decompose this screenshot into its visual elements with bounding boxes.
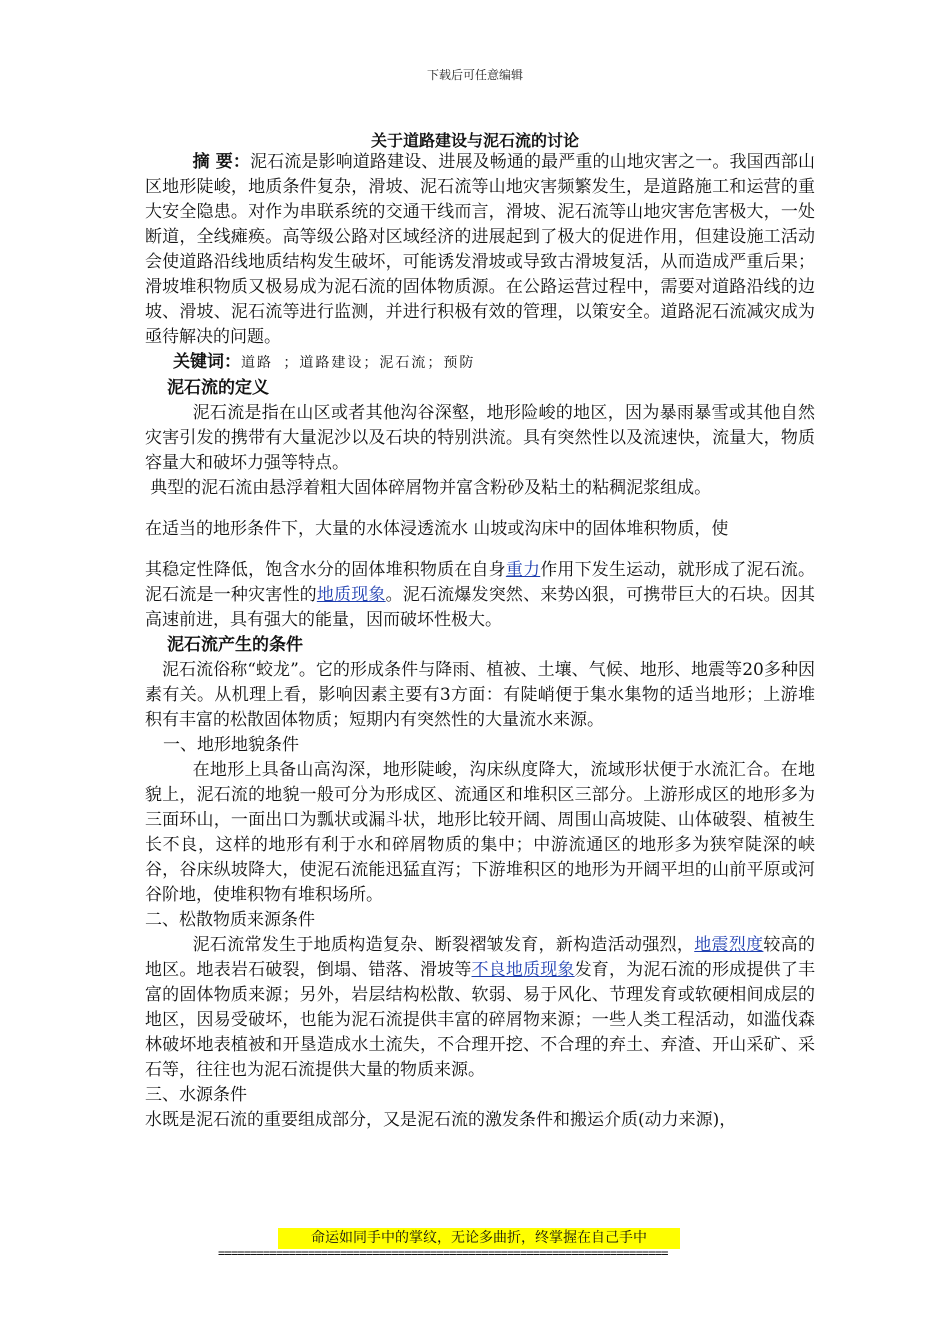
- abstract-label: 摘 要：: [192, 152, 251, 172]
- section-heading-conditions: 泥石流产生的条件: [167, 635, 303, 655]
- document-title: 关于道路建设与泥石流的讨论: [370, 131, 579, 150]
- text-run: 作用下发生运动，就形成了泥石流。泥石流是一种灾害性的: [145, 560, 816, 605]
- subheading-water-source: 三、水源条件: [145, 1085, 247, 1105]
- footer-motto: 命运如同手中的掌纹，无论多曲折，终掌握在自己手中: [278, 1228, 680, 1249]
- link-gravity[interactable]: 重力: [505, 560, 541, 580]
- definition-continuation: [145, 558, 815, 633]
- abstract-paragraph: [145, 150, 815, 350]
- link-adverse-geological-phenomena[interactable]: 不良地质现象: [471, 960, 575, 980]
- text-run: 泥石流常发生于地质构造复杂、断裂褶皱发育，新构造活动强烈，: [192, 935, 695, 955]
- footer-divider: ======================================================================: [218, 1246, 668, 1260]
- section-heading-definition: 泥石流的定义: [167, 378, 269, 398]
- text-run: 。泥石流爆发突然、来势凶狠，可携带巨大的石块。因其高速前进，具有强大的能量，因而破坏性极大。: [145, 585, 816, 630]
- subheading-loose-material: 二、松散物质来源条件: [145, 910, 315, 930]
- conditions-intro: 泥石流俗称“蛟龙”。它的形成条件与降雨、植被、土壤、气候、地形、地震等20多种因素有关。从机理上看，影响因素主要有3方面：有陡峭便于集水集物的适当地形；上游堆积有丰富的松散固体物质；短期内有突然性的大量流水来源。: [145, 660, 815, 730]
- header-note: 下载后可任意编辑: [426, 68, 523, 82]
- definition-typical: 典型的泥石流由悬浮着粗大固体碎屑物并富含粉砂及粘土的粘稠泥浆组成。: [150, 478, 712, 498]
- text-run: 较高的地区。地表岩石破裂，倒塌、错落、滑坡等: [145, 935, 816, 980]
- definition-conditions-line: 在适当的地形条件下，大量的水体浸透流水 山坡或沟床中的固体堆积物质，使: [145, 519, 729, 539]
- link-geological-phenomenon[interactable]: 地质现象: [316, 585, 386, 605]
- definition-paragraph: 泥石流是指在山区或者其他沟谷深壑，地形险峻的地区，因为暴雨暴雪或其他自然灾害引发的携带有大量泥沙以及石块的特别洪流。具有突然性以及流速快，流量大，物质容量大和破坏力强等特点。: [145, 403, 815, 473]
- loose-material-paragraph: [145, 933, 815, 1083]
- spacer: [145, 501, 815, 517]
- text-run: 发育，为泥石流的形成提供了丰富的固体物质来源；另外，岩层结构松散、软弱、易于风化、节理发育或软硬相间成层的地区，因易受破坏，也能为泥石流提供丰富的碎屑物来源；一些人类工程活动，如滥伐森林破坏地表植被和开垦造成水土流失，不合理开挖、不合理的弃土、弃渣、开山采矿、采石等，往往也为泥石流提供大量的物质来源。: [145, 960, 816, 1080]
- document-body: [145, 150, 815, 1133]
- link-seismic-intensity[interactable]: 地震烈度: [694, 935, 764, 955]
- water-source-paragraph: 水既是泥石流的重要组成部分，又是泥石流的激发条件和搬运介质(动力来源)，: [145, 1110, 737, 1130]
- abstract-text: 泥石流是影响道路建设、进展及畅通的最严重的山地灾害之一。我国西部山区地形陡峻，地质条件复杂，滑坡、泥石流等山地灾害频繁发生，是道路施工和运营的重大安全隐患。对作为串联系统的交通干线而言，滑坡、泥石流等山地灾害危害极大，一处断道，全线瘫痪。高等级公路对区域经济的进展起到了极大的促进作用，但建设施工活动会使道路沿线地质结构发生破坏，可能诱发滑坡或导致古滑坡复活，从而造成严重后果；滑坡堆积物质又极易成为泥石流的固体物质源。在公路运营过程中，需要对道路沿线的边坡、滑坡、泥石流等进行监测，并进行积极有效的管理，以策安全。道路泥石流减灾成为亟待解决的问题。: [145, 152, 816, 347]
- keywords-text: 道路 ；道路建设；泥石流；预防: [241, 355, 476, 371]
- keywords-line: [145, 350, 815, 376]
- text-run: 其稳定性降低，饱含水分的固体堆积物质在自身: [145, 560, 506, 580]
- spacer: [145, 542, 815, 558]
- terrain-paragraph: 在地形上具备山高沟深，地形陡峻，沟床纵度降大，流域形状便于水流汇合。在地貌上，泥石流的地貌一般可分为形成区、流通区和堆积区三部分。上游形成区的地形多为三面环山，一面出口为瓢状或漏斗状，地形比较开阔、周围山高坡陡、山体破裂、植被生长不良，这样的地形有利于水和碎屑物质的集中；中游流通区的地形多为狭窄陡深的峡谷，谷床纵坡降大，使泥石流能迅猛直泻；下游堆积区的地形为开阔平坦的山前平原或河谷阶地，使堆积物有堆积场所。: [145, 760, 815, 905]
- subheading-terrain: 一、地形地貌条件: [163, 735, 299, 755]
- keywords-label: 关键词：: [173, 352, 241, 372]
